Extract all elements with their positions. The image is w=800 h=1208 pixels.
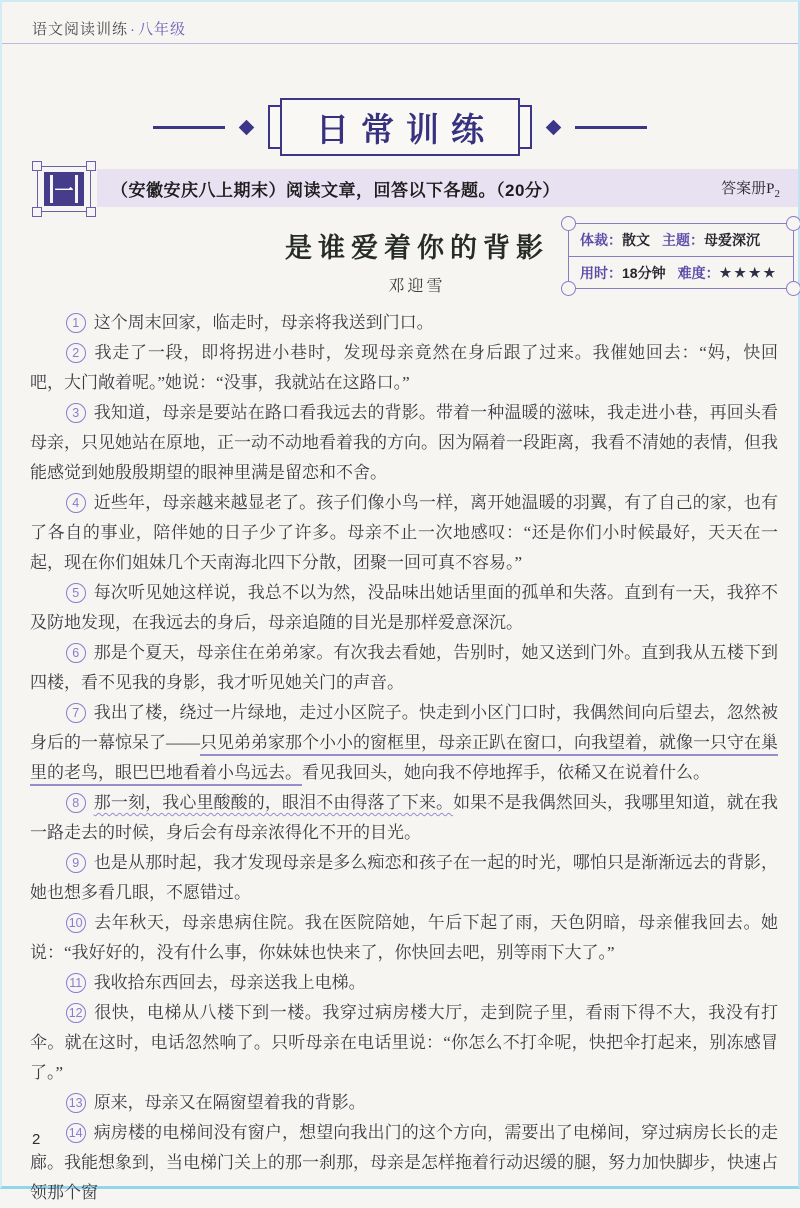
- text-segment: 很快，电梯从八楼下到一楼。我穿过病房楼大厅，走到院子里，看雨下得不大，我没有打伞。就在这时，电话忽然响了。只听母亲在电话里说：“你怎么不打伞呢，快把伞打起来，别冻感冒了。”: [30, 1003, 778, 1082]
- paragraph: [30, 398, 778, 488]
- text-segment: 去年秋天，母亲患病住院。我在医院陪她，午后下起了雨，天色阴暗，母亲催我回去。她说：“我好好的，没有什么事，你妹妹也快来了，你快回去吧，别等雨下大了。”: [30, 913, 778, 962]
- genre-value: 散文: [622, 232, 650, 248]
- frame-corner-icon: [86, 207, 96, 217]
- text-segment: 原来，母亲又在隔窗望着我的背影。: [93, 1093, 366, 1112]
- section-number-icon: [32, 161, 96, 217]
- paragraph-number: 10: [66, 913, 86, 933]
- infobox-corner-icon: [786, 281, 800, 296]
- paragraph-number: 14: [66, 1123, 86, 1143]
- article-info-box: [568, 223, 794, 289]
- answer-ref-page: 2: [774, 187, 780, 200]
- frame-corner-icon: [32, 161, 42, 171]
- book-series-title: 语文阅读训练: [32, 21, 129, 38]
- frame-corner-icon: [32, 207, 42, 217]
- grade-label: 八年级: [138, 21, 187, 38]
- paragraph: [30, 308, 778, 338]
- paragraph: [30, 968, 778, 998]
- page-number: 2: [32, 1131, 41, 1148]
- text-segment: 我知道，母亲是要站在路口看我远去的背影。带着一种温暖的滋味，我走进小巷，再回头看母亲，只见她站在原地，正一动不动地看着我的方向。因为隔着一段距离，我看不清她的表情，但我能感觉到她殷殷期望的眼神里满是留恋和不舍。: [30, 403, 778, 482]
- paragraph-number: 5: [66, 583, 86, 603]
- banner-right-line: [575, 126, 647, 129]
- text-segment: 也是从那时起，我才发现母亲是多么痴恋和孩子在一起的时光，哪怕只是渐渐远去的背影，她也想多看几眼，不愿错过。: [30, 853, 778, 902]
- section-number: 一: [44, 172, 84, 206]
- text-segment: 我出了楼，绕过一片绿地，走过小区院子。快走到小区门口时，我偶然间向后望去，忽然被身后的一幕惊呆了——: [30, 703, 778, 752]
- answer-book-ref: [721, 177, 780, 200]
- difficulty-stars: ★★★★: [719, 265, 779, 280]
- text-segment: 我走了一段，即将拐进小巷时，发现母亲竟然在身后跟了过来。我催她回去：“妈，快回吧，大门敞着呢。”她说：“没事，我就站在这路口。”: [30, 343, 778, 392]
- article-title: 是谁爱着你的背影: [285, 233, 549, 263]
- genre-label: 体裁：: [580, 232, 622, 248]
- section-header-band: [97, 169, 798, 207]
- time-value: 18分钟: [622, 265, 666, 281]
- text-segment: 每次听见她这样说，我总不以为然，没品味出她话里面的孤单和失落。直到有一天，我猝不及防地发现，在我远去的身后，母亲追随的目光是那样爱意深沉。: [30, 583, 778, 632]
- header-rule: [2, 43, 798, 44]
- theme-value: 母爱深沉: [704, 232, 760, 248]
- paragraph: [30, 698, 778, 788]
- time-label: 用时：: [580, 265, 622, 281]
- exam-source: （安徽安庆八上期末）: [111, 180, 286, 200]
- paragraph: [30, 578, 778, 638]
- banner-title-box: [280, 98, 520, 156]
- text-segment: 如果不是我偶然回头，我哪里知道，就在我一路走去的时候，身后会有母亲浓得化不开的目光。: [30, 793, 779, 842]
- text-segment: 这个周末回家，临走时，母亲将我送到门口。: [93, 313, 434, 332]
- running-head: [32, 18, 186, 39]
- text-segment: 病房楼的电梯间没有窗户，想望向我出门的这个方向，需要出了电梯间，穿过病房长长的走廊。我能想象到，当电梯门关上的那一刹那，母亲是怎样拖着行动迟缓的腿，努力加快脚步，快速占领那个窗: [30, 1123, 778, 1202]
- text-segment: 那是个夏天，母亲住在弟弟家。有次我去看她，告别时，她又送到门外。直到我从五楼下到四楼，看不见我的身影，我才听见她关门的声音。: [30, 643, 778, 692]
- paragraph: [30, 908, 778, 968]
- paragraph-number: 9: [66, 853, 86, 873]
- paragraph-number: 6: [66, 643, 86, 663]
- banner-left-diamond-icon: [239, 119, 255, 135]
- infobox-corner-icon: [561, 281, 576, 296]
- paragraph-number: 1: [66, 313, 86, 333]
- frame-corner-icon: [86, 161, 96, 171]
- text-segment: 近些年，母亲越来越显老了。孩子们像小鸟一样，离开她温暖的羽翼，有了自己的家，也有了各自的事业，陪伴她的日子少了许多。母亲不止一次地感叹：“还是你们小时候最好，天天在一起，现在你们姐妹几个天南海北四下分散，团聚一回可真不容易。”: [30, 493, 778, 572]
- paragraph: [30, 788, 778, 848]
- paragraph-number: 13: [66, 1093, 86, 1113]
- text-segment: 只见弟弟家那个小小的窗框里，母亲正趴在窗口，向我望着，就像一只守在巢里的老鸟，眼巴巴地看着小鸟远去。: [30, 733, 778, 782]
- banner-right-diamond-icon: [546, 119, 562, 135]
- paragraph-number: 8: [66, 793, 86, 813]
- paragraph: [30, 1088, 778, 1118]
- paragraph: [30, 998, 778, 1088]
- paragraph: [30, 488, 778, 578]
- text-segment: 我收拾东西回去，母亲送我上电梯。: [93, 973, 366, 992]
- answer-ref-label: 答案册P: [721, 180, 775, 197]
- difficulty-label: 难度：: [677, 265, 720, 281]
- banner-left-line: [153, 126, 225, 129]
- paragraph-number: 3: [66, 403, 86, 423]
- section-banner: [2, 96, 798, 158]
- paragraph: [30, 1118, 778, 1208]
- paragraph-number: 11: [66, 973, 86, 993]
- infobox-corner-icon: [561, 216, 576, 231]
- text-segment: 看见我回头，她向我不停地挥手，依稀又在说着什么。: [302, 763, 710, 782]
- article-body: [30, 308, 778, 1208]
- infobox-corner-icon: [786, 216, 800, 231]
- paragraph-number: 12: [66, 1003, 86, 1023]
- text-segment: 那一刻，我心里酸酸的，眼泪不由得落了下来。: [93, 793, 454, 812]
- paragraph-number: 2: [66, 343, 86, 363]
- paragraph-number: 7: [66, 703, 86, 723]
- info-row-genre-theme: [569, 224, 793, 256]
- article-author: 邓迎雪: [388, 278, 446, 295]
- banner-title: 日常训练: [316, 110, 496, 148]
- theme-label: 主题：: [662, 232, 704, 248]
- separator-dot: ·: [130, 21, 137, 38]
- instruction-text: 阅读文章，回答以下各题。（20分）: [286, 180, 560, 200]
- section-instruction: [97, 176, 560, 201]
- paragraph: [30, 848, 778, 908]
- paragraph: [30, 638, 778, 698]
- info-row-time-difficulty: [569, 257, 793, 289]
- paragraph: [30, 338, 778, 398]
- paragraph-number: 4: [66, 493, 86, 513]
